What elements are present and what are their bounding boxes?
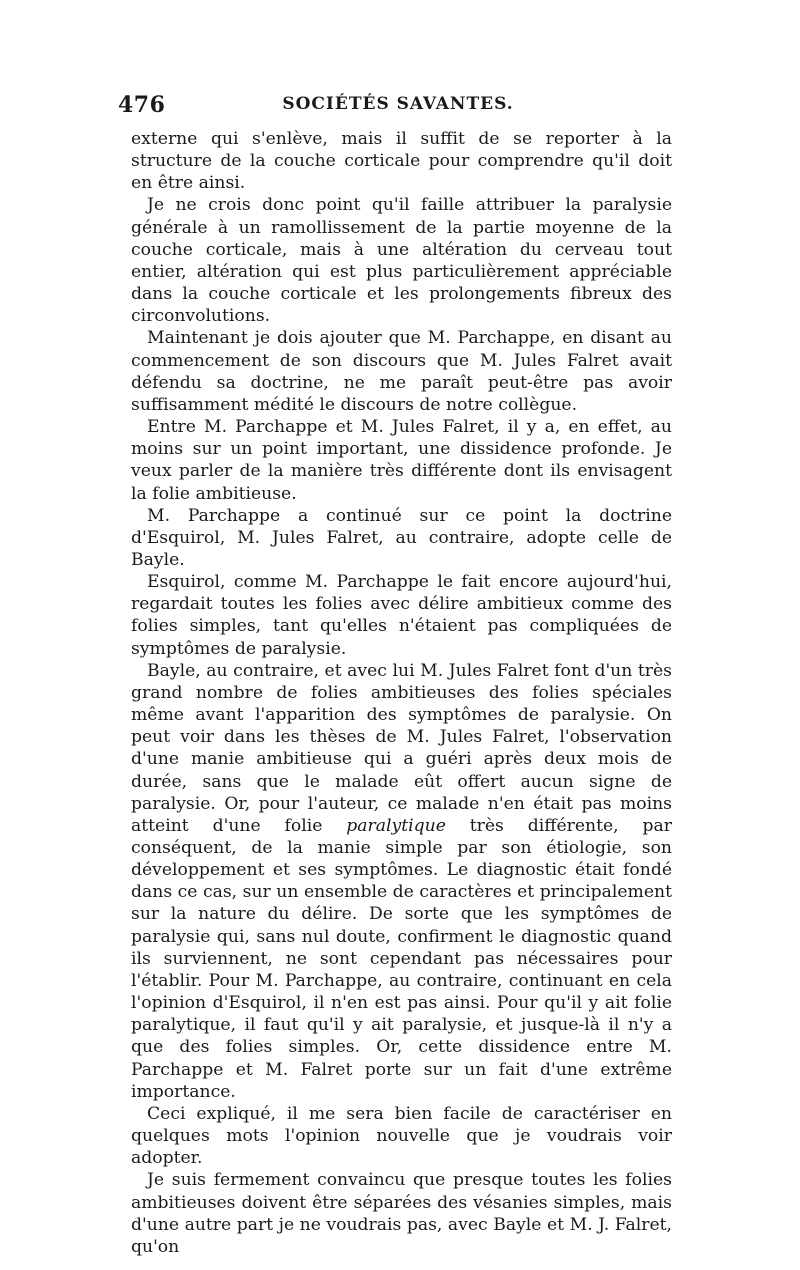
text-run: Bayle, au contraire, et avec lui M. Jules Falret font d'un très grand nombre de folies ambitieuses des folies spéciales même avant l'apparition des symptômes de paralysie. On peut voir dans les thèses de M. Jules Falret, l'observation d'une manie ambitieuse qui a guéri après deux mois de durée, sans que le malade eût offert aucun signe de paralysie. Or, pour l'auteur, ce malade n'en était pas moins atteint d'une folie (131, 660, 672, 836)
paragraph: Je suis fermement convaincu que presque toutes les folies ambitieuses doivent être séparées des vésanies simples, mais d'une autre part je ne voudrais pas, avec Bayle et M. J. Falret, qu'on (131, 1170, 672, 1257)
paragraph: externe qui s'enlève, mais il suffit de se reporter à la structure de la couche corticale pour comprendre qu'il doit en être ainsi. (131, 129, 672, 194)
emphasized-word: paralytique (346, 815, 446, 836)
paragraph: M. Parchappe a continué sur ce point la doctrine d'Esquirol, M. Jules Falret, au contraire, adopte celle de Bayle. (131, 505, 672, 570)
paragraph: Je ne crois donc point qu'il faille attribuer la paralysie générale à un ramollissement de la partie moyenne de la couche corticale, mais à une altération du cerveau tout entier, altération qui est plus particulièrement appréciable dans la couche corticale et les prolongements fibreux des circonvolutions. (131, 195, 672, 327)
body-text (131, 128, 672, 1258)
paragraph: Entre M. Parchappe et M. Jules Falret, il y a, en effet, au moins sur un point important, une dissidence profonde. Je veux parler de la manière très différente dont ils envisagent la folie ambitieuse. (131, 417, 672, 504)
text-run: très différente, par conséquent, de la manie simple par son étiologie, son développement et ses symptômes. Le diagnostic était fondé dans ce cas, sur un ensemble de caractères et principalement sur la nature du délire. De sorte que les symptômes de paralysie qui, sans nul doute, confirment le diagnostic quand ils surviennent, ne sont cependant pas nécessaires pour l'établir. Pour M. Parchappe, au contraire, continuant en cela l'opinion d'Esquirol, il n'en est pas ainsi. Pour qu'il y ait folie paralytique, il faut qu'il y ait paralysie, et jusque-là il n'y a que des folies simples. Or, cette dissidence entre M. Parchappe et M. Falret porte sur un fait d'une extrême importance. (131, 815, 672, 1102)
running-head: SOCIÉTÉS SAVANTES. (282, 94, 514, 114)
page-header (118, 92, 678, 122)
paragraph: Esquirol, comme M. Parchappe le fait encore aujourd'hui, regardait toutes les folies avec délire ambitieux comme des folies simples, tant qu'elles n'étaient pas compliquées de symptômes de paralysie. (131, 572, 672, 659)
paragraph: Maintenant je dois ajouter que M. Parchappe, en disant au commencement de son discours que M. Jules Falret avait défendu sa doctrine, ne me paraît peut-être pas avoir suffisamment médité le discours de notre collègue. (131, 328, 672, 415)
paragraph: Ceci expliqué, il me sera bien facile de caractériser en quelques mots l'opinion nouvelle que je voudrais voir adopter. (131, 1103, 672, 1169)
paragraph (131, 660, 672, 1103)
page-number: 476 (118, 92, 166, 118)
